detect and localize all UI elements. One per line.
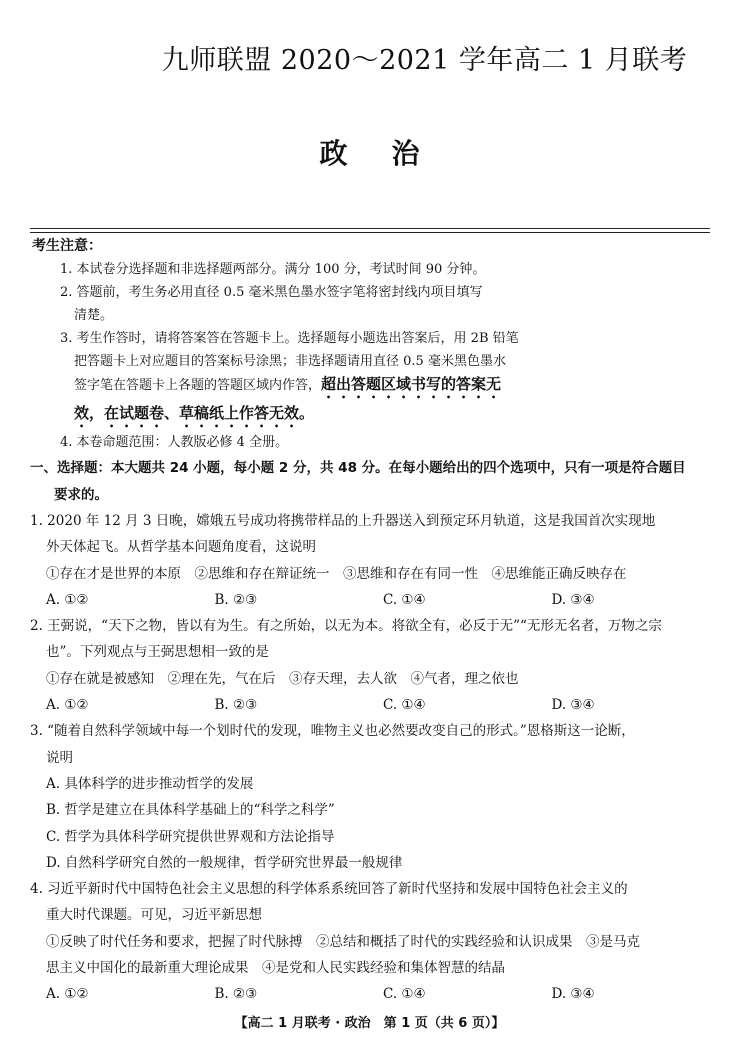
question-1-stem: 1. 2020 年 12 月 3 日晚，嫦娥五号成功将携带样品的上升器送入到预定环月轨道，这是我国首次实现地	[30, 513, 656, 529]
exam-title: 九师联盟 2020～2021 学年高二 1 月联考	[161, 45, 688, 76]
section-heading	[30, 455, 720, 509]
question-2-statements: ①存在就是被感知 ②理在先，气在后 ③存天理，去人欲 ④气者，理之依也	[46, 670, 519, 687]
notice-emphasis-2: 效，在试题卷、草稿纸上作答无效。	[74, 404, 315, 422]
question-2-option-d: D. ③④	[551, 697, 595, 714]
notice-item-3-cont1: 把答题卡上对应题目的答案标号涂黑；非选择题请用直径 0.5 毫米黑色墨水	[74, 354, 506, 369]
notice-list	[60, 258, 580, 454]
question-4-option-c: C. ①④	[383, 986, 426, 1003]
question-1-option-d: D. ③④	[551, 591, 595, 608]
notice-item-3-text: 签字笔在答题卡上各题的答题区域内作答，	[74, 378, 322, 393]
question-4-option-d: D. ③④	[551, 986, 595, 1003]
notice-item-1: 1. 本试卷分选择题和非选择题两部分。满分 100 分，考试时间 90 分钟。	[60, 262, 486, 277]
notice-item-3: 3. 考生作答时，请将答案答在答题卡上。选择题每小题选出答案后，用 2B 铅笔	[60, 331, 519, 346]
question-list	[30, 508, 720, 1008]
notice-item-2-cont: 清楚。	[74, 308, 114, 323]
section-line-2: 要求的。	[54, 487, 108, 503]
notice-item-4: 4. 本卷命题范围：人教版必修 4 全册。	[60, 435, 289, 450]
question-2-option-a: A. ①②	[46, 697, 89, 714]
question-1-option-a: A. ①②	[46, 591, 89, 608]
page-footer: 【高二 1 月联考 · 政治 第 1 页（共 6 页）】	[234, 1016, 505, 1031]
question-3-option-a: A. 具体科学的进步推动哲学的发展	[46, 775, 254, 792]
subject-title: 政治	[319, 137, 464, 170]
question-2-stem: 2. 王弼说，“天下之物，皆以有为生。有之所始，以无为本。将欲全有，必反于无”“无形无名者，万物之宗	[30, 618, 662, 635]
question-4-stem-cont: 重大时代课题。可见，习近平新思想	[46, 907, 262, 924]
question-1-stem-cont: 外天体起飞。从哲学基本问题角度看，这说明	[46, 539, 316, 556]
notice-emphasis-1: 超出答题区域书写的答案无	[321, 375, 502, 393]
notice-item-2: 2. 答题前，考生务必用直径 0.5 毫米黑色墨水签字笔将密封线内项目填写	[60, 285, 483, 300]
question-4-statements: ①反映了时代任务和要求，把握了时代脉搏 ②总结和概括了时代的实践经验和认识成果 ③是马克	[46, 933, 640, 950]
question-4-statements-cont: 思主义中国化的最新重大理论成果 ④是党和人民实践经验和集体智慧的结晶	[46, 960, 505, 977]
question-1-option-b: B. ②③	[214, 591, 258, 608]
question-4-stem: 4. 习近平新时代中国特色社会主义思想的科学体系系统回答了新时代坚持和发展中国特色社会主义的	[30, 881, 628, 898]
question-2-options	[30, 692, 720, 718]
question-2-stem-cont: 也”。下列观点与王弼思想相一致的是	[46, 644, 269, 661]
divider-top	[30, 228, 710, 229]
question-2-option-b: B. ②③	[214, 697, 258, 714]
notice-heading: 考生注意：	[32, 238, 102, 254]
question-2-option-c: C. ①④	[383, 697, 426, 714]
question-1-options	[30, 587, 720, 613]
divider-bottom	[30, 232, 710, 233]
question-3-option-b: B. 哲学是建立在具体科学基础上的“科学之科学”	[46, 802, 335, 819]
notice-item-3-cont2	[60, 373, 580, 402]
question-1-statements: ①存在才是世界的本原 ②思维和存在辩证统一 ③思维和存在有同一性 ④思维能正确反映存在	[46, 565, 627, 582]
question-3-option-d: D. 自然科学研究自然的一般规律，哲学研究世界最一般规律	[46, 854, 403, 871]
question-4-option-b: B. ②③	[214, 986, 258, 1003]
section-line-1: 一、选择题：本大题共 24 小题，每小题 2 分，共 48 分。在每小题给出的四个选项中，只有一项是符合题目	[30, 460, 686, 476]
question-4-option-a: A. ①②	[46, 986, 89, 1003]
notice-item-3-cont3	[60, 402, 580, 431]
question-1-option-c: C. ①④	[383, 591, 426, 608]
question-4-options	[30, 981, 720, 1007]
question-3-stem-cont: 说明	[46, 749, 73, 766]
question-3-option-c: C. 哲学为具体科学研究提供世界观和方法论指导	[46, 828, 335, 845]
question-3-stem: 3. “随着自然科学领域中每一个划时代的发现，唯物主义也必然要改变自己的形式。”恩格斯这一论断，	[30, 723, 635, 740]
